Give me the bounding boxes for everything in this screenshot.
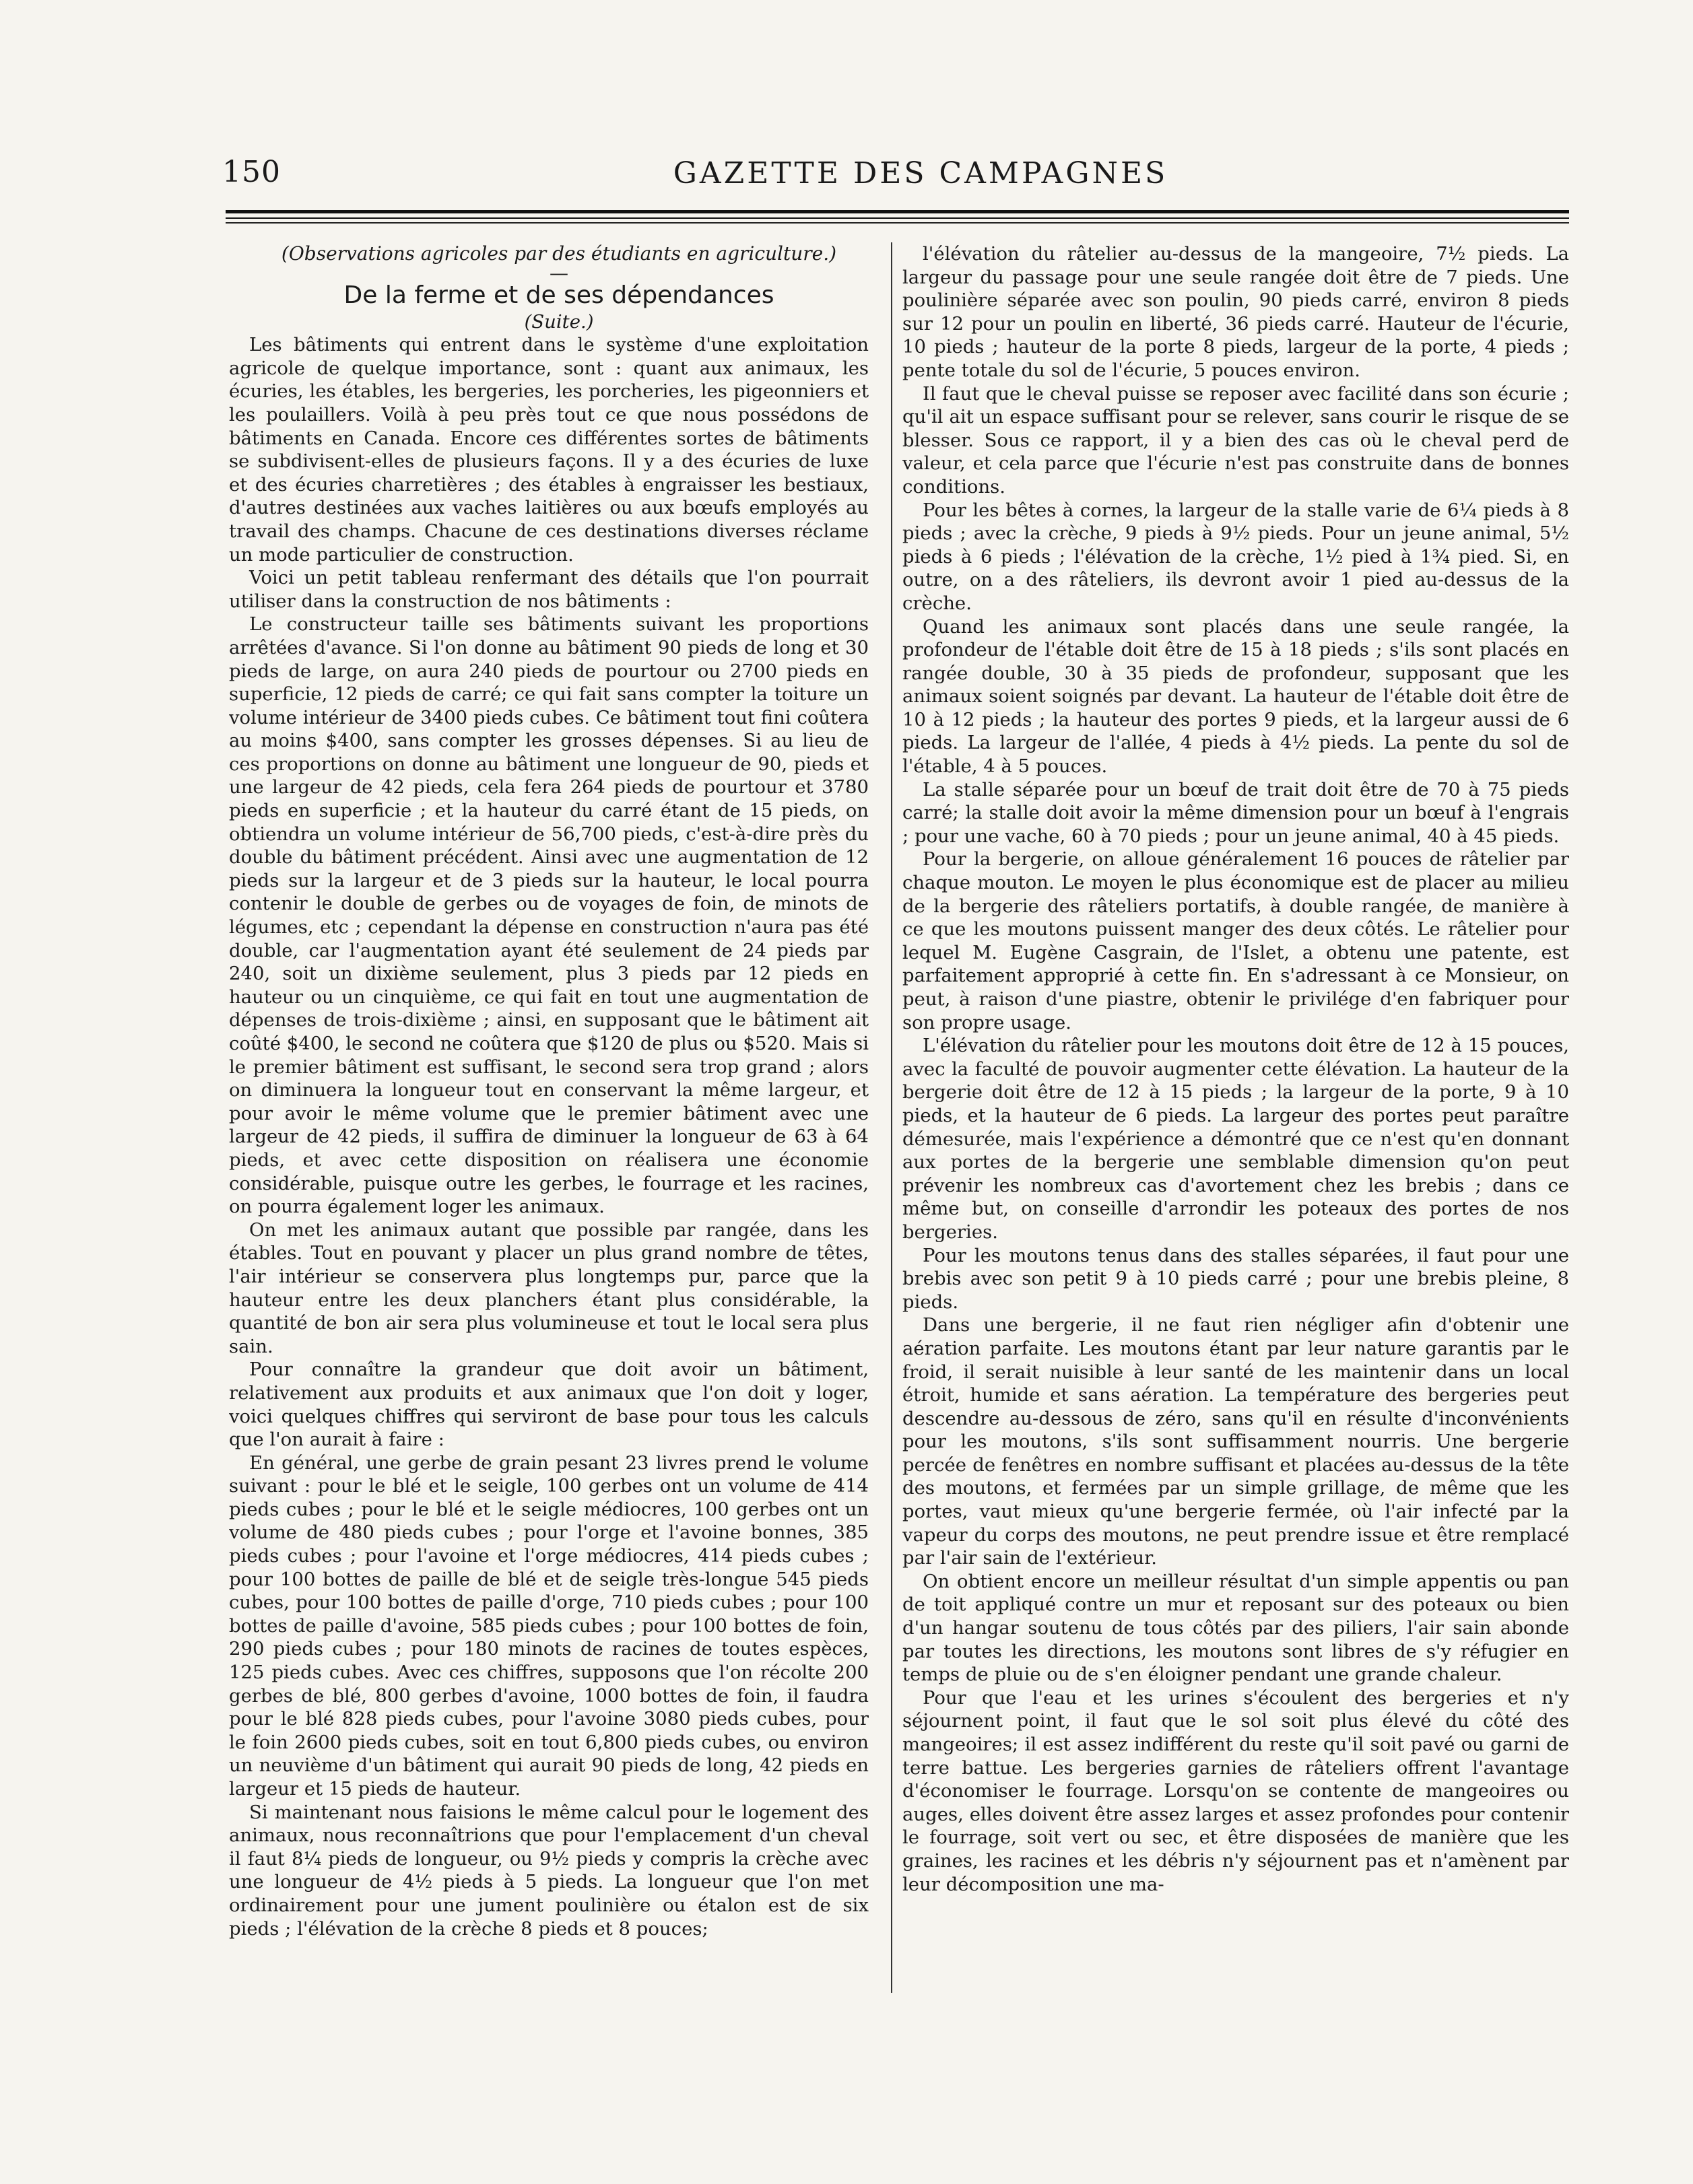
paragraph: L'élévation du râtelier pour les moutons doit être de 12 à 15 pouces, avec la faculté de pouvoir augmenter cette élévation. La hauteur de la bergerie doit être de 12 à 15 pieds ; la largeur de la porte, 9 à 10 pieds, et la hauteur de 6 pieds. La largeur des portes peut paraître démesurée, mais l'expérience a démontré que ce n'est qu'en donnant aux portes de la bergerie une semblable dimension qu'on peut prévenir les nombreux cas d'avortement chez les brebis ; dans ce même but, on conseille d'arrondir les poteaux des portes de nos bergeries. — [902, 1035, 1569, 1243]
intro-note: (Observations agricoles par des étudiants en agriculture.) — [281, 242, 837, 265]
journal-title: GAZETTE DES CAMPAGNES — [673, 156, 1168, 191]
paragraph: Pour que l'eau et les urines s'écoulent des bergeries et n'y séjournent point, il faut que le sol soit plus élevé du côté des mangeoires; il est assez indifférent du reste qu'il soit pavé ou garni de terre battue. Les bergeries garnies de râteliers offrent l'avantage d'économiser le fourrage. Lorsqu'on se contente de mangeoires ou auges, elles doivent être assez larges et assez profondes pour contenir le fourrage, soit vert ou sec, et être disposées de manière que les graines, les racines et les débris n'y séjournent pas et n'amènent par leur décomposition une ma- — [902, 1686, 1569, 1895]
paragraph: Le constructeur taille ses bâtiments suivant les proportions arrêtées d'avance. Si l'on donne au bâtiment 90 pieds de long et 30 pieds de large, on aura 240 pieds de pourtour ou 2700 pieds en superficie, 12 pieds de carré; ce qui fait sans compter la toiture un volume intérieur de 3400 pieds cubes. Ce bâtiment tout fini coûtera au moins $400, sans compter les grosses dépenses. Si au lieu de ces proportions on donne au bâtiment une longueur de 90, pieds et une largeur de 42 pieds, cela fera 264 pieds de pourtour et 3780 pieds en superficie ; et la hauteur du carré étant de 15 pieds, on obtiendra un volume intérieur de 56,700 pieds, c'est-à-dire près du double du bâtiment précédent. Ainsi avec une augmentation de 12 pieds sur la largeur et de 3 pieds sur la hauteur, le local pourra contenir le double de gerbes ou de voyages de foin, de minots de légumes, etc ; cependant la dépense en construction n'aura pas été double, car l'augmentation ayant été seulement de 24 pieds par 240, soit un dixième seulement, plus 3 pieds par 12 pieds en hauteur ou un cinquième, ce qui fait en tout une augmentation de dépenses de trois-dixième ; ainsi, en supposant que le bâtiment ait coûté $400, le second ne coûtera que $120 de plus ou $520. Mais si le premier bâtiment est suffisant, le second sera trop grand ; alors on diminuera la longueur tout en conservant la même largeur, et pour avoir le même volume que le premier bâtiment avec une largeur de 42 pieds, il suffira de diminuer la longueur de 63 à 64 pieds, et avec cette disposition on réalisera une économie considérable, puisque outre les gerbes, le fourrage et les racines, on pourra également loger les animaux. — [229, 613, 869, 1218]
article-title: De la ferme et de ses dépendances — [343, 281, 774, 309]
right-column — [902, 242, 1569, 1993]
header-rule — [226, 210, 1569, 219]
paragraph: Pour les bêtes à cornes, la largeur de la stalle varie de 6¼ pieds à 8 pieds ; avec la crèche, 9 pieds à 9½ pieds. Pour un jeune animal, 5½ pieds à 6 pieds ; l'élévation de la crèche, 1½ pied à 1¾ pied. Si, en outre, on a des râteliers, ils devront avoir 1 pied au-dessus de la crèche. — [902, 499, 1569, 614]
separator-dash: — — [550, 261, 568, 284]
paragraph: On obtient encore un meilleur résultat d'un simple appentis ou pan de toit appliqué contre un mur et reposant sur des poteaux ou bien d'un hangar soutenu de tous côtés par des piliers, l'air sain abonde par toutes les directions, les moutons sont libres de s'y réfugier en temps de pluie ou de s'en éloigner pendant une grande chaleur. — [902, 1570, 1569, 1686]
page-number: 150 — [222, 155, 281, 189]
paragraph: Dans une bergerie, il ne faut rien négliger afin d'obtenir une aération parfaite. Les moutons étant par leur nature garantis par le froid, il serait nuisible à leur santé de les maintenir dans un local étroit, humide et sans aération. La température des bergeries peut descendre au-dessous de zéro, sans qu'il en résulte d'inconvénients pour les moutons, s'ils sont suffisamment nourris. Une bergerie percée de fenêtres en nombre suffisant et placées au-dessus de la tête des moutons, et fermées par un simple grillage, de même que les portes, vaut mieux qu'une bergerie fermée, où l'air infecté par la vapeur du corps des moutons, ne peut prendre issue et être remplacé par l'air sain de l'extérieur. — [902, 1314, 1569, 1569]
header-rule-thin — [226, 222, 1569, 224]
paragraph: Pour les moutons tenus dans des stalles séparées, il faut pour une brebis avec son petit 9 à 10 pieds carré ; pour une brebis pleine, 8 pieds. — [902, 1244, 1569, 1313]
paragraph: Voici un petit tableau renfermant des détails que l'on pourrait utiliser dans la construction de nos bâtiments : — [229, 567, 869, 612]
paragraph: On met les animaux autant que possible par rangée, dans les étables. Tout en pouvant y placer un plus grand nombre de têtes, l'air intérieur se conservera plus longtemps pur, parce que la hauteur entre les deux planchers étant plus considérable, la quantité de bon air sera plus volumineuse et tout le local sera plus sain. — [229, 1219, 869, 1357]
paragraph: Quand les animaux sont placés dans une seule rangée, la profondeur de l'étable doit être de 15 à 18 pieds ; s'ils sont placés en rangée double, 30 à 35 pieds de profondeur, supposant que les animaux soient soignés par devant. La hauteur de l'étable doit être de 10 à 12 pieds ; la hauteur des portes 9 pieds, et la largeur aussi de 6 pieds. La largeur de l'allée, 4 pieds à 4½ pieds. La pente du sol de l'étable, 4 à 5 pouces. — [902, 615, 1569, 778]
paragraph: Les bâtiments qui entrent dans le système d'une exploitation agricole de quelque importance, sont : quant aux animaux, les écuries, les étables, les bergeries, les porcheries, les pigeonniers et les poulaillers. Voilà à peu près tout ce que nous possédons de bâtiments en Canada. Encore ces différentes sortes de bâtiments se subdivisent-elles de plusieurs façons. Il y a des écuries de luxe et des écuries charretières ; des étables à engraisser les bestiaux, d'autres destinées aux vaches laitières ou aux bœufs employés au travail des champs. Chacune de ces destinations diverses réclame un mode particulier de construction. — [229, 334, 869, 566]
paragraph: La stalle séparée pour un bœuf de trait doit être de 70 à 75 pieds carré; la stalle doit avoir la même dimension pour un bœuf à l'engrais ; pour une vache, 60 à 70 pieds ; pour un jeune animal, 40 à 45 pieds. — [902, 778, 1569, 847]
left-column — [229, 242, 869, 1993]
paragraph: Pour connaître la grandeur que doit avoir un bâtiment, relativement aux produits et aux animaux que l'on doit y loger, voici quelques chiffres qui serviront de base pour tous les calculs que l'on aurait à faire : — [229, 1359, 869, 1451]
column-divider — [891, 242, 892, 1993]
paragraph: En général, une gerbe de grain pesant 23 livres prend le volume suivant : pour le blé et le seigle, 100 gerbes ont un volume de 414 pieds cubes ; pour le blé et le seigle médiocres, 100 gerbes ont un volume de 480 pieds cubes ; pour l'orge et l'avoine bonnes, 385 pieds cubes ; pour l'avoine et l'orge médiocres, 414 pieds cubes ; pour 100 bottes de paille de blé et de seigle très-longue 545 pieds cubes, pour 100 bottes de paille d'orge, 710 pieds cubes ; pour 100 bottes de paille d'avoine, 585 pieds cubes ; pour 100 bottes de foin, 290 pieds cubes ; pour 180 minots de racines de toutes espèces, 125 pieds cubes. Avec ces chiffres, supposons que l'on récolte 200 gerbes de blé, 800 gerbes d'avoine, 1000 bottes de foin, il faudra pour le blé 828 pieds cubes, pour l'avoine 3080 pieds cubes, pour le foin 2600 pieds cubes, soit en tout 6,800 pieds cubes, ou environ un neuvième d'un bâtiment qui aurait 90 pieds de long, 42 pieds en largeur et 15 pieds de hauteur. — [229, 1452, 869, 1800]
article-columns — [229, 242, 1569, 1993]
paragraph: Si maintenant nous faisions le même calcul pour le logement des animaux, nous reconnaîtrions que pour l'emplacement d'un cheval il faut 8¼ pieds de longueur, ou 9½ pieds y compris la crèche avec une longueur de 4½ pieds à 5 pieds. La longueur que l'on met ordinairement pour une jument poulinière ou étalon est de six pieds ; l'élévation de la crèche 8 pieds et 8 pouces; — [229, 1801, 869, 1940]
left-paragraphs — [229, 333, 869, 1940]
article-subtitle: (Suite.) — [524, 310, 594, 333]
right-paragraphs — [902, 242, 1569, 1896]
paragraph: Il faut que le cheval puisse se reposer avec facilité dans son écurie ; qu'il ait un espace suffisant pour se relever, sans courir le risque de se blesser. Sous ce rapport, il y a bien des cas où le cheval perd de valeur, et cela parce que l'écurie n'est pas construite dans de bonnes conditions. — [902, 382, 1569, 498]
paragraph: Pour la bergerie, on alloue généralement 16 pouces de râtelier par chaque mouton. Le moyen le plus économique est de placer au milieu de la bergerie des râteliers portatifs, à double rangée, de manière à ce que les moutons puissent manger des deux côtés. Le râtelier pour lequel M. Eugène Casgrain, de l'Islet, a obtenu une patente, est parfaitement approprié à cette fin. En s'adressant à ce Monsieur, on peut, à raison d'une piastre, obtenir le privilége d'en fabriquer pour son propre usage. — [902, 848, 1569, 1033]
paragraph: l'élévation du râtelier au-dessus de la mangeoire, 7½ pieds. La largeur du passage pour une seule rangée doit être de 7 pieds. Une poulinière séparée avec son poulin, 90 pieds carré, environ 8 pieds sur 12 pour un poulin en liberté, 36 pieds carré. Hauteur de l'écurie, 10 pieds ; hauteur de la porte 8 pieds, largeur de la porte, 4 pieds ; pente totale du sol de l'écurie, 5 pouces environ. — [902, 243, 1569, 381]
